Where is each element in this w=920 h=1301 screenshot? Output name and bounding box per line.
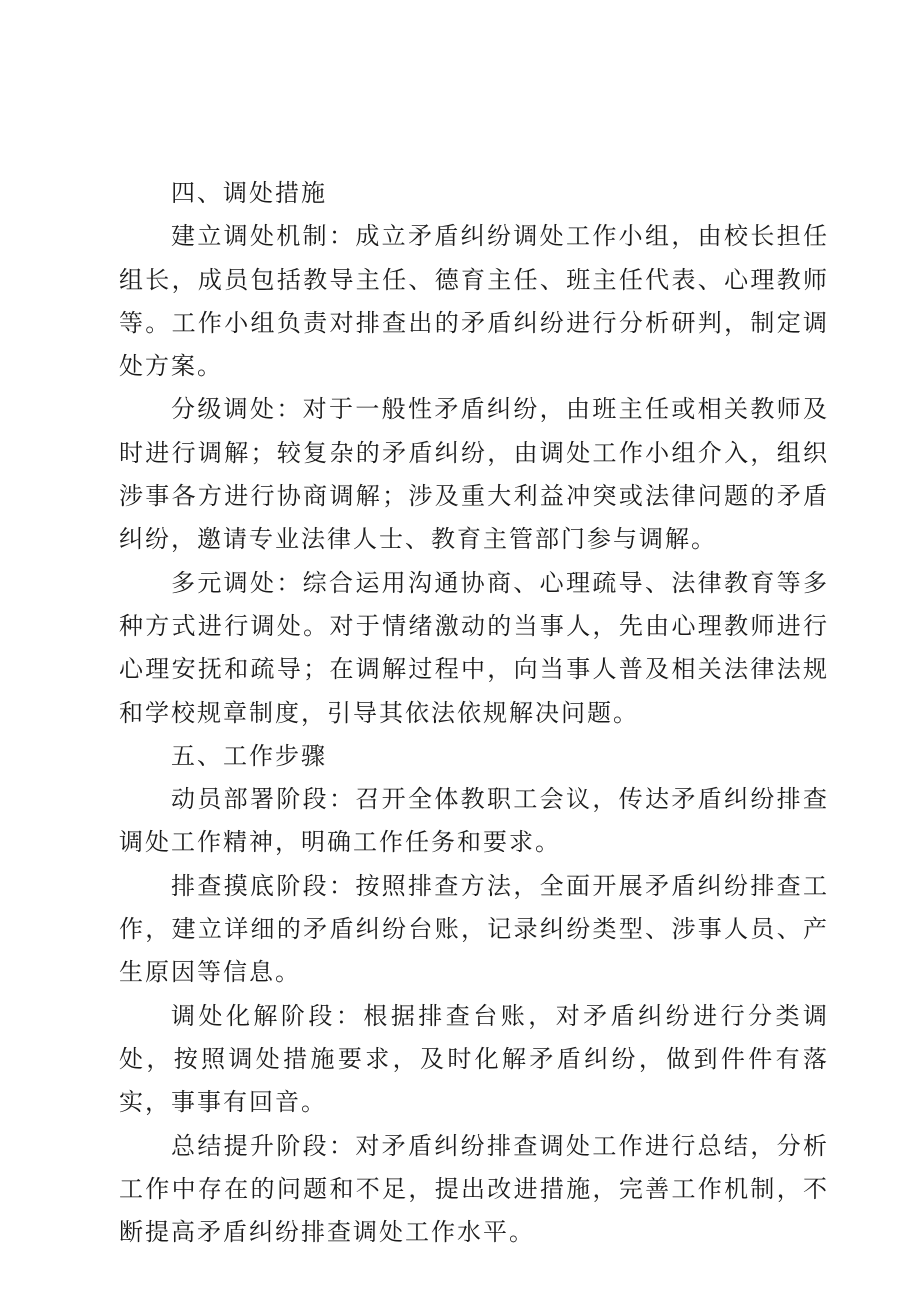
paragraph-resolution-stage: 调处化解阶段：根据排查台账，对矛盾纠纷进行分类调处，按照调处措施要求，及时化解矛盾纠纷，做到件件有落实，事事有回音。 xyxy=(119,1001,829,1117)
paragraph-investigation-stage: 排查摸底阶段：按照排查方法，全面开展矛盾纠纷排查工作，建立详细的矛盾纠纷台账，记录纠纷类型、涉事人员、产生原因等信息。 xyxy=(119,871,829,987)
section-heading-steps: 五、工作步骤 xyxy=(171,741,327,770)
paragraph-mobilization-stage: 动员部署阶段：召开全体教职工会议，传达矛盾纠纷排查调处工作精神，明确工作任务和要求。 xyxy=(119,785,829,857)
paragraph-summary-stage: 总结提升阶段：对矛盾纠纷排查调处工作进行总结，分析工作中存在的问题和不足，提出改进措施，完善工作机制，不断提高矛盾纠纷排查调处工作水平。 xyxy=(119,1131,829,1247)
section-heading-measures: 四、调处措施 xyxy=(171,179,327,207)
document-body xyxy=(119,172,829,1254)
paragraph-graded-mediation: 分级调处：对于一般性矛盾纠纷，由班主任或相关教师及时进行调解；较复杂的矛盾纠纷，由调处工作小组介入，组织涉事各方进行协商调解；涉及重大利益冲突或法律问题的矛盾纠纷，邀请专业法律人士、教育主管部门参与调解。 xyxy=(119,395,829,554)
paragraph-diverse-mediation: 多元调处：综合运用沟通协商、心理疏导、法律教育等多种方式进行调处。对于情绪激动的当事人，先由心理教师进行心理安抚和疏导；在调解过程中，向当事人普及相关法律法规和学校规章制度，引导其依法依规解决问题。 xyxy=(119,568,829,727)
paragraph-mechanism: 建立调处机制：成立矛盾纠纷调处工作小组，由校长担任组长，成员包括教导主任、德育主任、班主任代表、心理教师等。工作小组负责对排查出的矛盾纠纷进行分析研判，制定调处方案。 xyxy=(119,222,829,381)
